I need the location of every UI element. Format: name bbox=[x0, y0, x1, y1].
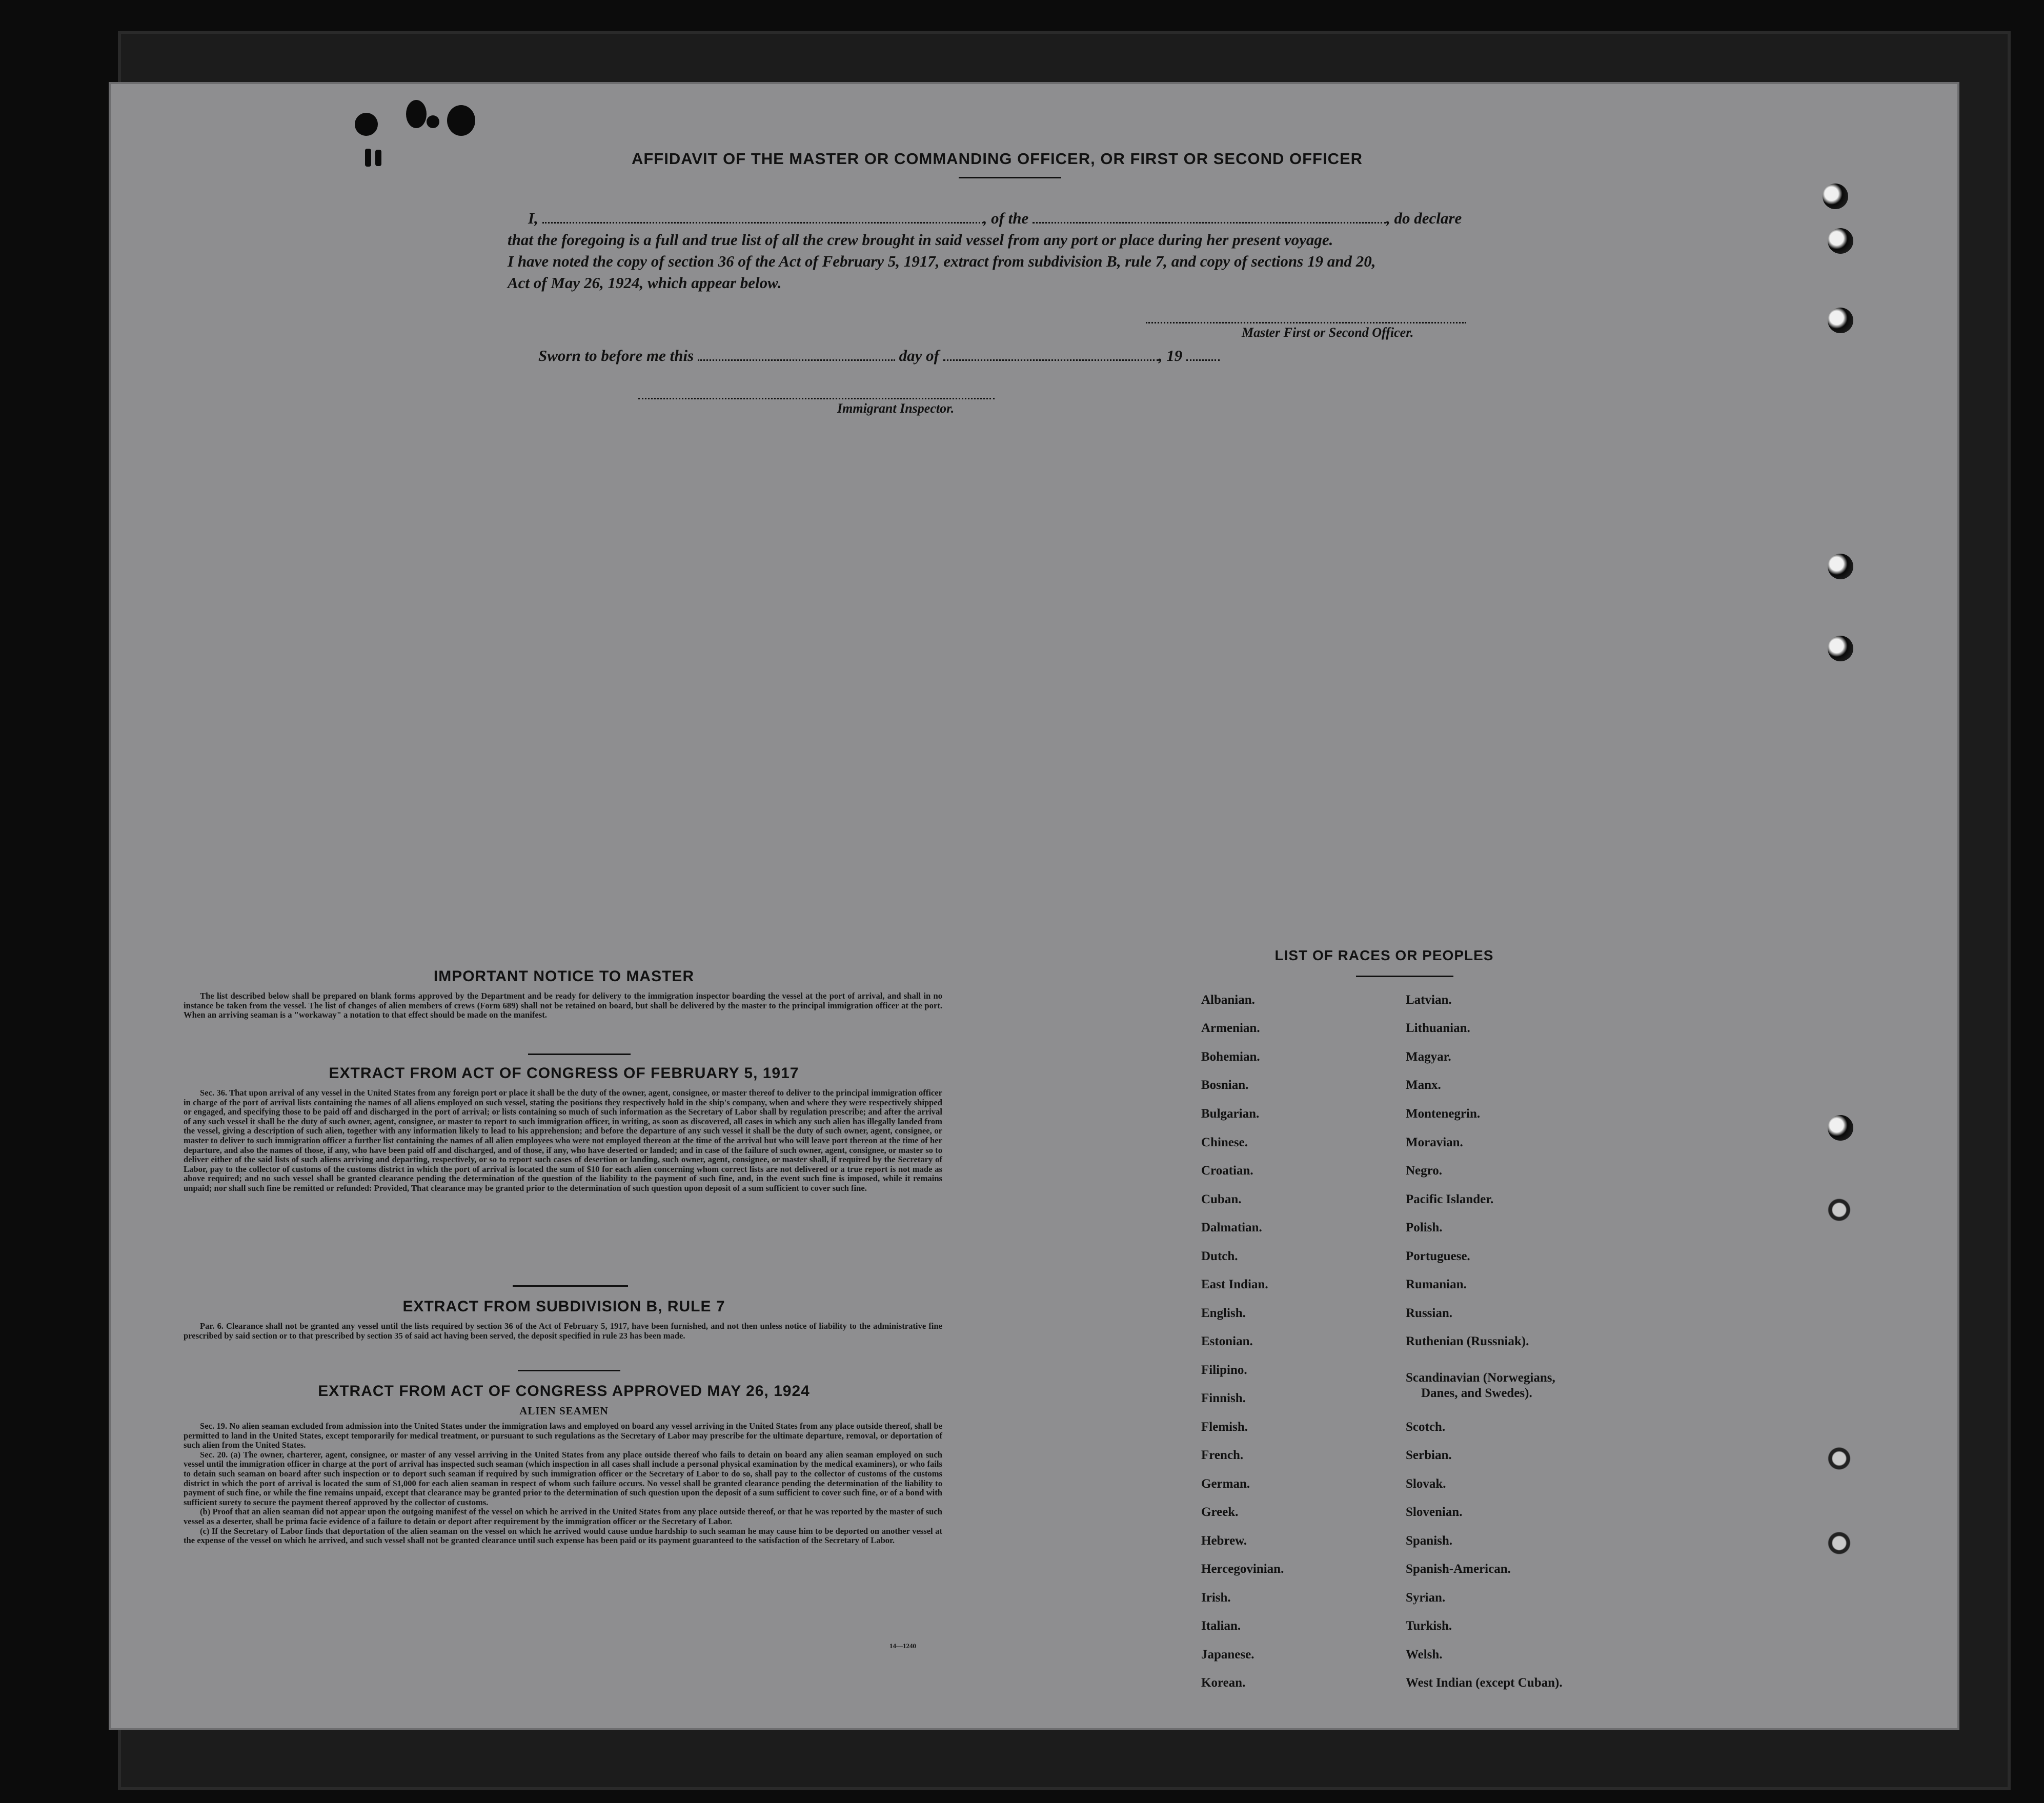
name-blank bbox=[542, 211, 983, 224]
race-item: Slovak. bbox=[1406, 1477, 1446, 1491]
extract-rule7-text bbox=[184, 1322, 942, 1341]
race-item: Ruthenian (Russniak). bbox=[1406, 1334, 1529, 1348]
extract-1917-paragraph: Sec. 36. That upon arrival of any vessel in the United States from any foreign port or place it shall be the duty of the owner, agent, consignee, or master thereof to deliver to the principal immigration officer in charge of the port of arrival lists containing the names of all aliens employed on such vessel, stating the positions they respectively hold in the ship's company, when and where they were respectively shipped or engaged, and specifying those to be paid off and discharged in the port of arrival; or lists containing so much of such information as the Secretary of Labor shall by regulation prescribe; and after the arrival of any such vessel it shall be the duty of such owner, agent, consignee, or master to report to such immigration officer, in writing, as soon as discovered, all cases in which any such alien has illegally landed from the vessel, giving a description of such alien, together with any information likely to lead to his apprehension; and before the departure of any such vessel it shall be the duty of such owner, agent, consignee, or master to deliver to such immigration officer a further list containing the names of all alien employees who were not employed thereon at the time of the arrival but who will leave port thereon at the time of her departure, and also the names of those, if any, who have been paid off and discharged, and of those, if any, who have deserted or landed; and in case of the failure of such owner, agent, consignee, or master so to deliver either of the said lists of such aliens arriving and departing, respectively, or so to report such cases of desertion or landing, such owner, agent, consignee, or master shall, if required by the Secretary of Labor, pay to the collector of customs of the customs district in which the port of arrival is located the sum of $10 for each alien concerning whom correct lists are not delivered or a true report is not made as above required; and no such vessel shall be granted clearance pending the determination of the question of the liability to the payment of such fine, and, in the event such fine is imposed, while it remains unpaid; nor shall such fine be remitted or refunded: Provided, That clearance may be granted prior to the determination of such question upon deposit of a sum sufficient to cover such fine. bbox=[184, 1088, 942, 1193]
ink-blot bbox=[355, 113, 378, 136]
race-item: Cuban. bbox=[1201, 1192, 1242, 1206]
punch-hole bbox=[1828, 308, 1853, 333]
master-label: Master First or Second Officer. bbox=[1242, 325, 1414, 340]
sworn-start: Sworn to before me this bbox=[538, 347, 694, 364]
race-item: Turkish. bbox=[1406, 1619, 1452, 1633]
race-item: Scandinavian (Norwegians, bbox=[1406, 1371, 1555, 1385]
ink-blot bbox=[427, 115, 439, 128]
race-item: Greek. bbox=[1201, 1505, 1239, 1519]
extract-rule7-paragraph: Par. 6. Clearance shall not be granted any vessel until the lists required by section 36 of the Act of February 5, 1917, have been furnished, and not then unless notice of liability to the administrative fine prescribed by said section or to that prescribed by section 35 of said act having been served, the deposit specified in rule 23 has been made. bbox=[184, 1321, 942, 1341]
race-item: English. bbox=[1201, 1306, 1246, 1320]
sworn-year: , 19 bbox=[1158, 347, 1183, 364]
race-item: West Indian (except Cuban). bbox=[1406, 1676, 1563, 1690]
title-rule bbox=[959, 177, 1061, 178]
year-blank bbox=[1186, 348, 1220, 361]
extract-1924-title: EXTRACT FROM ACT OF CONGRESS APPROVED MAY 26, 1924 bbox=[318, 1383, 810, 1400]
race-item: Hebrew. bbox=[1201, 1534, 1247, 1548]
affidavit-line-1 bbox=[528, 209, 1462, 228]
race-item: Filipino. bbox=[1201, 1363, 1247, 1377]
race-item: French. bbox=[1201, 1448, 1244, 1462]
punch-hole bbox=[1828, 636, 1853, 661]
section-divider bbox=[513, 1285, 628, 1287]
race-item: Portuguese. bbox=[1406, 1249, 1470, 1263]
section-divider bbox=[528, 1054, 631, 1055]
races-title: LIST OF RACES OR PEOPLES bbox=[1274, 947, 1494, 963]
sec-19-paragraph: Sec. 19. No alien seaman excluded from admission into the United States under the immigration laws and employed on board any vessel arriving in the United States from any place outside thereof, shall be permitted to land in the United States, except temporarily for medical treatment, or pursuant to such regulations as the Secretary of Labor may prescribe for the ultimate departure, removal, or deportation of such alien from the United States. bbox=[184, 1421, 942, 1450]
race-item: Rumanian. bbox=[1406, 1278, 1467, 1291]
race-item: Spanish. bbox=[1406, 1534, 1453, 1548]
notice-paragraph: The list described below shall be prepared on blank forms approved by the Department and be ready for delivery to the immigration inspector boarding the vessel at the port of arrival, and shall in no instance be taken from the vessel. The list of changes of alien members of crews (Form 689) shall not be retained on board, but shall be delivered by the master to the principal immigration officer at the port. When an arriving seaman is a "workaway" a notation to that effect should be made on the manifest. bbox=[184, 991, 942, 1020]
race-item: Bohemian. bbox=[1201, 1050, 1260, 1064]
affidavit-title: AFFIDAVIT OF THE MASTER OR COMMANDING OFFICER, OR FIRST OR SECOND OFFICER bbox=[631, 150, 1363, 168]
inspector-signature-line bbox=[638, 398, 995, 399]
inspector-label: Immigrant Inspector. bbox=[837, 401, 955, 416]
ink-blot bbox=[365, 149, 371, 167]
punch-hole bbox=[1828, 228, 1853, 254]
race-item: Japanese. bbox=[1201, 1648, 1254, 1662]
sec-20b-paragraph: (b) Proof that an alien seaman did not appear upon the outgoing manifest of the vessel on which he arrived in the United States from any place outside thereof, or that he was reported by the master of such vessel as a deserter, shall be prima facie evidence of a failure to detain or deport after requirement by the immigration officer or the Secretary of Labor. bbox=[184, 1507, 942, 1526]
punch-hole bbox=[1828, 1446, 1853, 1471]
ink-blot bbox=[447, 105, 475, 136]
race-item: Bosnian. bbox=[1201, 1078, 1249, 1092]
race-item: Flemish. bbox=[1201, 1420, 1248, 1434]
form-number: 14—1240 bbox=[889, 1642, 916, 1650]
race-item: Irish. bbox=[1201, 1591, 1231, 1605]
race-item: Danes, and Swedes). bbox=[1421, 1386, 1532, 1400]
notice-text bbox=[184, 991, 942, 1020]
race-item: Slovenian. bbox=[1406, 1505, 1463, 1519]
race-item: Korean. bbox=[1201, 1676, 1246, 1690]
sworn-line bbox=[538, 347, 1220, 365]
punch-hole bbox=[1828, 1197, 1853, 1223]
race-item: Estonian. bbox=[1201, 1334, 1253, 1348]
race-item: Russian. bbox=[1406, 1306, 1453, 1320]
races-title-rule bbox=[1356, 976, 1453, 977]
race-item: Italian. bbox=[1201, 1619, 1241, 1633]
race-item: Serbian. bbox=[1406, 1448, 1452, 1462]
race-item: Pacific Islander. bbox=[1406, 1192, 1494, 1206]
race-item: East Indian. bbox=[1201, 1278, 1268, 1291]
section-divider bbox=[518, 1370, 620, 1371]
punch-hole bbox=[1828, 1530, 1853, 1556]
affidavit-line-4: Act of May 26, 1924, which appear below. bbox=[508, 274, 782, 292]
sec-20c-paragraph: (c) If the Secretary of Labor finds that deportation of the alien seaman on the vessel on which he arrived would cause undue hardship to such seaman he may cause him to be deported on another vessel at the expense of the vessel on which he arrived, and such vessel shall not be granted clearance until such expense has been paid or its payment guaranteed to the satisfaction of the Secretary of Labor. bbox=[184, 1526, 942, 1546]
extract-rule7-title: EXTRACT FROM SUBDIVISION B, RULE 7 bbox=[402, 1298, 725, 1315]
ink-blot bbox=[406, 100, 427, 128]
notice-title: IMPORTANT NOTICE TO MASTER bbox=[433, 968, 695, 985]
race-item: Spanish-American. bbox=[1406, 1562, 1511, 1576]
alien-seamen-subtitle: ALIEN SEAMEN bbox=[519, 1405, 609, 1417]
punch-hole bbox=[1828, 554, 1853, 579]
ink-blot bbox=[375, 150, 381, 166]
affidavit-line-3: I have noted the copy of section 36 of the Act of February 5, 1917, extract from subdivision B, rule 7, and copy of sections 19 and 20, bbox=[508, 252, 1376, 270]
race-item: Magyar. bbox=[1406, 1050, 1451, 1064]
race-item: Manx. bbox=[1406, 1078, 1441, 1092]
race-item: Albanian. bbox=[1201, 993, 1255, 1007]
extract-1924-text bbox=[184, 1422, 942, 1546]
race-item: Armenian. bbox=[1201, 1021, 1260, 1035]
sworn-day-of: day of bbox=[899, 347, 939, 364]
race-item: Moravian. bbox=[1406, 1136, 1463, 1149]
race-item: Latvian. bbox=[1406, 993, 1452, 1007]
race-item: Lithuanian. bbox=[1406, 1021, 1470, 1035]
punch-hole bbox=[1828, 1115, 1853, 1141]
race-item: German. bbox=[1201, 1477, 1250, 1491]
race-item: Dalmatian. bbox=[1201, 1221, 1262, 1234]
extract-1917-title: EXTRACT FROM ACT OF CONGRESS OF FEBRUARY 5, 1917 bbox=[329, 1065, 799, 1082]
extract-1917-text bbox=[184, 1088, 942, 1193]
master-signature-line bbox=[1146, 322, 1466, 323]
affidavit-i: I, bbox=[528, 209, 538, 227]
race-item: Croatian. bbox=[1201, 1164, 1253, 1178]
vessel-blank bbox=[1033, 211, 1386, 224]
race-item: Polish. bbox=[1406, 1221, 1443, 1234]
race-item: Dutch. bbox=[1201, 1249, 1238, 1263]
race-item: Syrian. bbox=[1406, 1591, 1446, 1605]
race-item: Hercegovinian. bbox=[1201, 1562, 1284, 1576]
race-item: Bulgarian. bbox=[1201, 1107, 1260, 1121]
race-item: Montenegrin. bbox=[1406, 1107, 1481, 1121]
race-item: Finnish. bbox=[1201, 1391, 1246, 1405]
race-item: Negro. bbox=[1406, 1164, 1443, 1178]
race-item: Chinese. bbox=[1201, 1136, 1248, 1149]
race-item: Welsh. bbox=[1406, 1648, 1443, 1662]
affidavit-declare: , do declare bbox=[1386, 209, 1462, 227]
sec-20a-paragraph: Sec. 20. (a) The owner, charterer, agent, consignee, or master of any vessel arriving in the United States from any place outside thereof who fails to detain on board any alien seaman employed on such vessel until the immigration officer in charge at the port of arrival has inspected such seaman (which inspection in all cases shall include a personal physical examination by the medical examiners), or who fails to detain such seaman on board after such inspection or to deport such seaman if required by such immigration officer or the Secretary of Labor to do so, shall pay to the collector of customs of the customs district in which the port of arrival is located the sum of $1,000 for each alien seaman in respect of whom such failure occurs. No vessel shall be granted clearance pending the determination of the liability to payment of such fine, or while the fine remains unpaid, except that clearance may be granted prior to the determination of such question upon the deposit of a sum sufficient to cover such fine, or of a bond with sufficient surety to secure the payment thereof approved by the collector of customs. bbox=[184, 1449, 942, 1507]
affidavit-line-2: that the foregoing is a full and true list of all the crew brought in said vessel from any port or place during her present voyage. bbox=[508, 231, 1333, 249]
day-blank bbox=[698, 348, 895, 361]
punch-hole bbox=[1823, 184, 1848, 209]
month-blank bbox=[943, 348, 1159, 361]
race-item: Scotch. bbox=[1406, 1420, 1446, 1434]
affidavit-of-the: , of the bbox=[983, 209, 1029, 227]
